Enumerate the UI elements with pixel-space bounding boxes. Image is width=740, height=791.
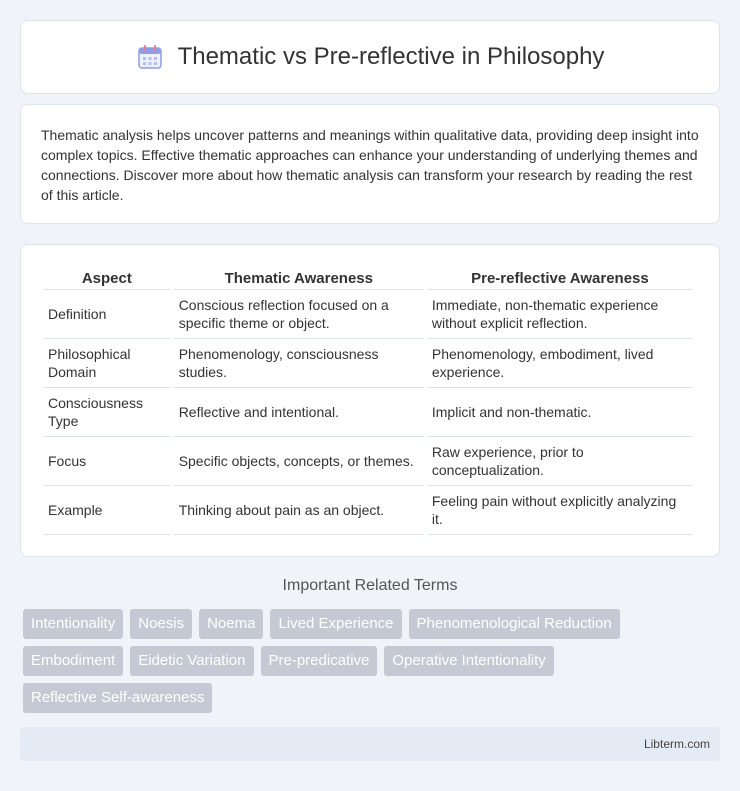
- header-thematic: Thematic Awareness: [174, 265, 424, 290]
- cell-thematic: Conscious reflection focused on a specific theme or object.: [174, 290, 424, 339]
- table-header-row: [43, 265, 693, 290]
- tag-lived-experience[interactable]: Lived Experience: [270, 609, 401, 639]
- tag-reflective-self-awareness[interactable]: Reflective Self-awareness: [23, 683, 212, 713]
- comparison-table: [40, 265, 696, 535]
- cell-pre-reflective: Raw experience, prior to conceptualization.: [427, 437, 693, 486]
- cell-thematic: Thinking about pain as an object.: [174, 486, 424, 535]
- table-row: [43, 290, 693, 339]
- intro-text: Thematic analysis helps uncover patterns and meanings within qualitative data, providing deep insight into complex topics. Effective thematic approaches can enhance your understanding of underlying themes and connections. Discover more about how thematic analysis can transform your research by reading the rest of this article.: [41, 127, 699, 203]
- related-terms-list: [23, 609, 703, 713]
- table-row: [43, 486, 693, 535]
- cell-thematic: Reflective and intentional.: [174, 388, 424, 437]
- title-wrap: [136, 43, 605, 71]
- cell-aspect: Focus: [43, 437, 171, 486]
- related-terms-title: Important Related Terms: [282, 577, 458, 594]
- table-row: [43, 339, 693, 388]
- footer: [20, 727, 720, 761]
- tag-noema[interactable]: Noema: [199, 609, 263, 639]
- header-pre-reflective: Pre-reflective Awareness: [427, 265, 693, 290]
- page-title: Thematic vs Pre-reflective in Philosophy: [177, 43, 605, 70]
- cell-thematic: Specific objects, concepts, or themes.: [174, 437, 424, 486]
- header-aspect: Aspect: [43, 265, 171, 290]
- tag-eidetic-variation[interactable]: Eidetic Variation: [130, 646, 253, 676]
- cell-pre-reflective: Feeling pain without explicitly analyzing it.: [427, 486, 693, 535]
- calendar-icon: [136, 43, 164, 71]
- cell-aspect: Consciousness Type: [43, 388, 171, 437]
- cell-pre-reflective: Phenomenology, embodiment, lived experience.: [427, 339, 693, 388]
- tag-phenomenological-reduction[interactable]: Phenomenological Reduction: [409, 609, 620, 639]
- cell-aspect: Philosophical Domain: [43, 339, 171, 388]
- tag-noesis[interactable]: Noesis: [130, 609, 192, 639]
- tag-embodiment[interactable]: Embodiment: [23, 646, 123, 676]
- cell-pre-reflective: Implicit and non-thematic.: [427, 388, 693, 437]
- cell-thematic: Phenomenology, consciousness studies.: [174, 339, 424, 388]
- comparison-table-card: [20, 244, 720, 557]
- cell-pre-reflective: Immediate, non-thematic experience without explicit reflection.: [427, 290, 693, 339]
- footer-site-link[interactable]: Libterm.com: [643, 737, 710, 751]
- tag-intentionality[interactable]: Intentionality: [23, 609, 123, 639]
- table-row: [43, 388, 693, 437]
- tag-operative-intentionality[interactable]: Operative Intentionality: [384, 646, 553, 676]
- tag-pre-predicative[interactable]: Pre-predicative: [261, 646, 378, 676]
- title-card: [20, 20, 720, 94]
- cell-aspect: Definition: [43, 290, 171, 339]
- cell-aspect: Example: [43, 486, 171, 535]
- table-row: [43, 437, 693, 486]
- intro-card: [20, 104, 720, 224]
